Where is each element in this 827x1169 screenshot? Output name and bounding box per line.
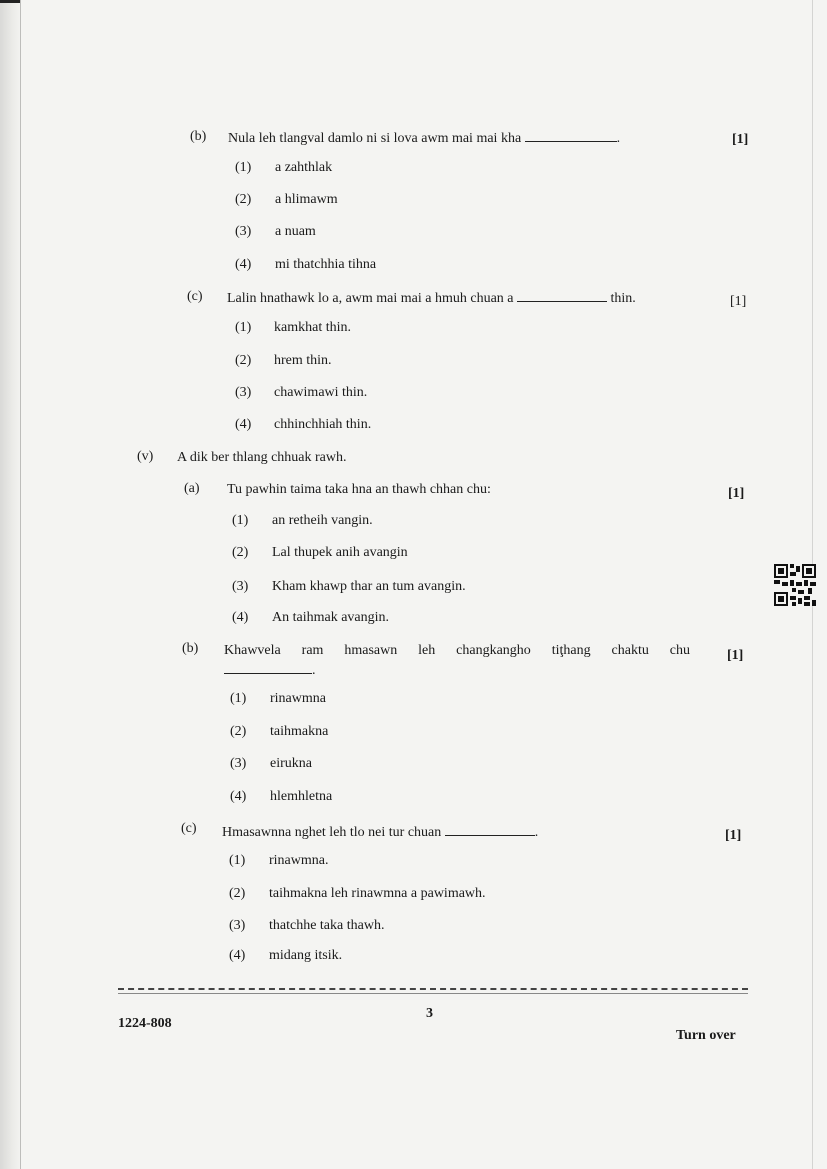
option-number: (3)	[235, 385, 252, 400]
mark-value: [1]	[727, 648, 744, 663]
mark-value: [1]	[728, 486, 745, 501]
option-text: midang itsik.	[269, 948, 343, 963]
mark-value: [1]	[725, 828, 742, 843]
option-text: a nuam	[275, 224, 316, 239]
scan-edge-line	[20, 0, 21, 1169]
option-text: an retheih vangin.	[272, 513, 373, 528]
question-stem-end: .	[534, 825, 539, 840]
section-label: (v)	[137, 449, 154, 464]
option-text: chhinchhiah thin.	[274, 417, 372, 432]
answer-blank[interactable]	[517, 289, 607, 302]
section-instruction: A dik ber thlang chhuak rawh.	[177, 450, 347, 465]
stem-word: chu	[669, 643, 690, 658]
option-number: (2)	[229, 886, 246, 901]
question-stem-text: Lalin hnathawk lo a, awm mai mai a hmuh chuan a	[227, 291, 514, 306]
scan-edge-left	[0, 0, 22, 1169]
option-number: (2)	[235, 353, 252, 368]
option-text: Lal thupek anih avangin	[272, 545, 408, 560]
option-text: hrem thin.	[274, 353, 332, 368]
question-stem-end: .	[312, 663, 316, 678]
stem-word: Khawvela	[224, 643, 281, 658]
question-stem-text: Hmasawnna nghet leh tlo nei tur chuan	[222, 825, 442, 840]
option-text: thatchhe taka thawh.	[269, 918, 385, 933]
question-label: (b)	[190, 129, 207, 144]
option-text: rinawmna.	[269, 853, 329, 868]
footer-divider	[118, 988, 748, 990]
option-number: (1)	[235, 160, 252, 175]
option-number: (1)	[229, 853, 246, 868]
answer-blank[interactable]	[445, 823, 535, 836]
option-text: hlemhletna	[270, 789, 333, 804]
option-number: (3)	[229, 918, 246, 933]
question-stem	[222, 823, 538, 842]
option-text: Kham khawp thar an tum avangin.	[272, 579, 466, 594]
option-number: (3)	[232, 579, 249, 594]
option-text: a zahthlak	[275, 160, 333, 175]
option-number: (4)	[235, 257, 252, 272]
answer-blank[interactable]	[224, 661, 312, 674]
scan-corner-mark	[0, 0, 20, 3]
option-text: chawimawi thin.	[274, 385, 368, 400]
stem-word: tiţhang	[551, 643, 591, 658]
footer-divider-line	[118, 993, 748, 994]
question-stem-text: Nula leh tlangval damlo ni si lova awm mai mai kha	[228, 131, 522, 146]
option-number: (2)	[230, 724, 247, 739]
question-stem-end: thin.	[610, 291, 636, 306]
question-stem-line2	[224, 661, 316, 680]
page-number: 3	[426, 1006, 433, 1021]
question-stem-end: .	[616, 131, 621, 146]
option-number: (2)	[235, 192, 252, 207]
question-label: (b)	[182, 641, 199, 656]
option-number: (3)	[230, 756, 247, 771]
question-stem	[228, 129, 620, 148]
question-label: (c)	[187, 289, 203, 304]
option-number: (1)	[235, 320, 252, 335]
option-number: (2)	[232, 545, 249, 560]
mark-value: [1]	[730, 294, 747, 309]
paper-code: 1224-808	[118, 1016, 172, 1031]
stem-word: leh	[418, 643, 436, 658]
option-number: (4)	[229, 948, 246, 963]
option-number: (3)	[235, 224, 252, 239]
mark-value: [1]	[732, 132, 749, 147]
stem-word: ram	[301, 643, 324, 658]
stem-word: changkangho	[456, 643, 531, 658]
stem-word: chaktu	[611, 643, 649, 658]
question-stem: Tu pawhin taima taka hna an thawh chhan chu:	[227, 482, 491, 497]
option-text: a hlimawm	[275, 192, 338, 207]
option-text: mi thatchhia tihna	[275, 257, 377, 272]
option-text: taihmakna leh rinawmna a pawimawh.	[269, 886, 486, 901]
answer-blank[interactable]	[525, 129, 617, 142]
question-label: (a)	[184, 481, 200, 496]
option-text: taihmakna	[270, 724, 329, 739]
option-number: (4)	[230, 789, 247, 804]
stem-word: hmasawn	[344, 643, 398, 658]
option-number: (1)	[230, 691, 247, 706]
turn-over-label: Turn over	[676, 1028, 736, 1043]
option-number: (4)	[235, 417, 252, 432]
question-stem	[224, 643, 690, 659]
question-label: (c)	[181, 821, 197, 836]
option-text: kamkhat thin.	[274, 320, 351, 335]
option-text: An taihmak avangin.	[272, 610, 390, 625]
option-number: (1)	[232, 513, 249, 528]
option-text: eirukna	[270, 756, 312, 771]
option-text: rinawmna	[270, 691, 326, 706]
option-number: (4)	[232, 610, 249, 625]
question-stem	[227, 289, 636, 308]
qr-code-icon	[774, 564, 816, 606]
